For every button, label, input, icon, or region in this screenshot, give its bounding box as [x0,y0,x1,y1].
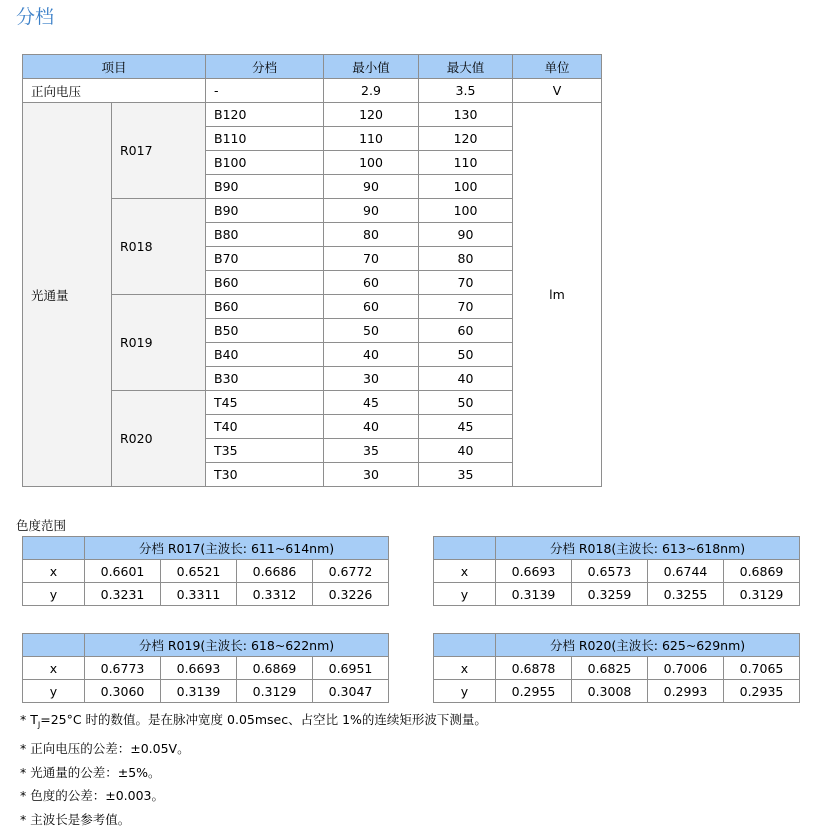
chroma-x-value: 0.6951 [313,657,389,680]
chroma-header-blank [434,634,496,657]
flux-bin-cell: B30 [206,367,324,391]
chroma-table-r019 [22,633,389,703]
chroma-y-value: 0.3226 [313,583,389,606]
flux-max-cell: 90 [419,223,513,247]
forward-voltage-bin: - [206,79,324,103]
header-bin: 分档 [206,55,324,79]
chroma-x-value: 0.6693 [161,657,237,680]
flux-min-cell: 120 [324,103,419,127]
chroma-y-row [434,680,800,703]
note-5: * 主波长是参考值。 [20,808,487,831]
header-max: 最大值 [419,55,513,79]
chroma-section-title: 色度范围 [16,516,66,534]
chroma-x-label: x [434,657,496,680]
chroma-header-row [23,634,389,657]
flux-max-cell: 70 [419,295,513,319]
flux-min-cell: 40 [324,343,419,367]
flux-max-cell: 60 [419,319,513,343]
chroma-y-label: y [434,680,496,703]
header-item: 项目 [23,55,206,79]
forward-voltage-row [23,79,602,103]
flux-max-cell: 130 [419,103,513,127]
flux-bin-cell: B110 [206,127,324,151]
flux-group-label: R020 [112,391,206,487]
flux-max-cell: 50 [419,391,513,415]
chroma-table-r018 [433,536,800,606]
chroma-y-value: 0.3129 [237,680,313,703]
chroma-header-blank [434,537,496,560]
flux-min-cell: 70 [324,247,419,271]
header-min: 最小值 [324,55,419,79]
flux-bin-cell: B90 [206,199,324,223]
chroma-y-value: 0.2935 [724,680,800,703]
chroma-y-row [23,583,389,606]
flux-bin-cell: B60 [206,271,324,295]
flux-bin-cell: B90 [206,175,324,199]
note-3: * 光通量的公差：±5%。 [20,761,487,785]
chroma-x-label: x [23,560,85,583]
flux-bin-cell: B100 [206,151,324,175]
chroma-x-value: 0.6878 [496,657,572,680]
chroma-x-value: 0.6869 [237,657,313,680]
chroma-y-label: y [23,680,85,703]
chroma-x-row [23,657,389,680]
chroma-x-row [434,560,800,583]
flux-min-cell: 110 [324,127,419,151]
chroma-y-value: 0.3047 [313,680,389,703]
flux-min-cell: 80 [324,223,419,247]
chroma-header-title: 分档 R019(主波长: 618~622nm) [85,634,389,657]
chroma-y-value: 0.3060 [85,680,161,703]
table-row [23,103,602,127]
chroma-x-value: 0.7065 [724,657,800,680]
chroma-x-value: 0.6773 [85,657,161,680]
chroma-y-row [23,680,389,703]
chroma-y-label: y [434,583,496,606]
bin-table-header-row [23,55,602,79]
flux-group-label: R019 [112,295,206,391]
chroma-y-value: 0.3255 [648,583,724,606]
flux-max-cell: 110 [419,151,513,175]
chroma-header-blank [23,634,85,657]
chroma-x-value: 0.6521 [161,560,237,583]
chroma-y-value: 0.3311 [161,583,237,606]
flux-bin-cell: B70 [206,247,324,271]
flux-min-cell: 40 [324,415,419,439]
flux-max-cell: 45 [419,415,513,439]
chroma-x-value: 0.6693 [496,560,572,583]
flux-min-cell: 45 [324,391,419,415]
chroma-header-row [23,537,389,560]
flux-max-cell: 100 [419,199,513,223]
flux-bin-cell: B80 [206,223,324,247]
chroma-x-value: 0.6744 [648,560,724,583]
chroma-y-value: 0.3129 [724,583,800,606]
flux-max-cell: 80 [419,247,513,271]
chroma-header-title: 分档 R018(主波长: 613~618nm) [496,537,800,560]
forward-voltage-min: 2.9 [324,79,419,103]
chroma-y-value: 0.3312 [237,583,313,606]
flux-max-cell: 100 [419,175,513,199]
chroma-y-value: 0.3008 [572,680,648,703]
notes [20,708,487,831]
flux-bin-cell: B120 [206,103,324,127]
chroma-x-row [23,560,389,583]
flux-max-cell: 40 [419,439,513,463]
luminous-flux-label: 光通量 [23,103,112,487]
flux-bin-cell: T40 [206,415,324,439]
chroma-x-value: 0.6825 [572,657,648,680]
chroma-x-row [434,657,800,680]
flux-min-cell: 90 [324,199,419,223]
flux-min-cell: 50 [324,319,419,343]
flux-min-cell: 30 [324,367,419,391]
flux-group-label: R017 [112,103,206,199]
luminous-flux-unit: lm [513,103,602,487]
flux-bin-cell: B50 [206,319,324,343]
chroma-header-title: 分档 R017(主波长: 611~614nm) [85,537,389,560]
chroma-header-row [434,537,800,560]
page-title: 分档 [16,2,54,29]
forward-voltage-unit: V [513,79,602,103]
flux-min-cell: 100 [324,151,419,175]
chroma-table-r017 [22,536,389,606]
flux-bin-cell: B60 [206,295,324,319]
flux-max-cell: 120 [419,127,513,151]
chroma-header-title: 分档 R020(主波长: 625~629nm) [496,634,800,657]
flux-max-cell: 40 [419,367,513,391]
chroma-x-value: 0.6601 [85,560,161,583]
flux-group-label: R018 [112,199,206,295]
flux-min-cell: 30 [324,463,419,487]
flux-min-cell: 35 [324,439,419,463]
luminous-flux-rows [23,103,602,487]
note-4: * 色度的公差：±0.003。 [20,784,487,808]
flux-bin-cell: T45 [206,391,324,415]
forward-voltage-label: 正向电压 [23,79,206,103]
note-2: * 正向电压的公差：±0.05V。 [20,737,487,761]
chroma-y-value: 0.3139 [496,583,572,606]
chroma-x-value: 0.6686 [237,560,313,583]
note-1: * $T_J=25^\circ C$ 时的数值。是在脉冲宽度 0.05msec、占空比 1%的连续矩形波下测量。 [20,708,487,737]
chroma-y-value: 0.2993 [648,680,724,703]
chroma-y-value: 0.2955 [496,680,572,703]
chroma-x-value: 0.6869 [724,560,800,583]
bin-table [22,54,602,487]
chroma-header-row [434,634,800,657]
chroma-x-value: 0.6573 [572,560,648,583]
chroma-y-label: y [23,583,85,606]
chroma-y-row [434,583,800,606]
header-unit: 单位 [513,55,602,79]
chroma-y-value: 0.3139 [161,680,237,703]
chroma-x-label: x [23,657,85,680]
flux-min-cell: 60 [324,295,419,319]
flux-max-cell: 70 [419,271,513,295]
chroma-x-value: 0.6772 [313,560,389,583]
chroma-table-r020 [433,633,800,703]
chroma-header-blank [23,537,85,560]
chroma-x-label: x [434,560,496,583]
flux-max-cell: 35 [419,463,513,487]
flux-bin-cell: T30 [206,463,324,487]
chroma-y-value: 0.3231 [85,583,161,606]
flux-min-cell: 90 [324,175,419,199]
chroma-x-value: 0.7006 [648,657,724,680]
forward-voltage-max: 3.5 [419,79,513,103]
flux-min-cell: 60 [324,271,419,295]
flux-max-cell: 50 [419,343,513,367]
flux-bin-cell: B40 [206,343,324,367]
chroma-y-value: 0.3259 [572,583,648,606]
flux-bin-cell: T35 [206,439,324,463]
